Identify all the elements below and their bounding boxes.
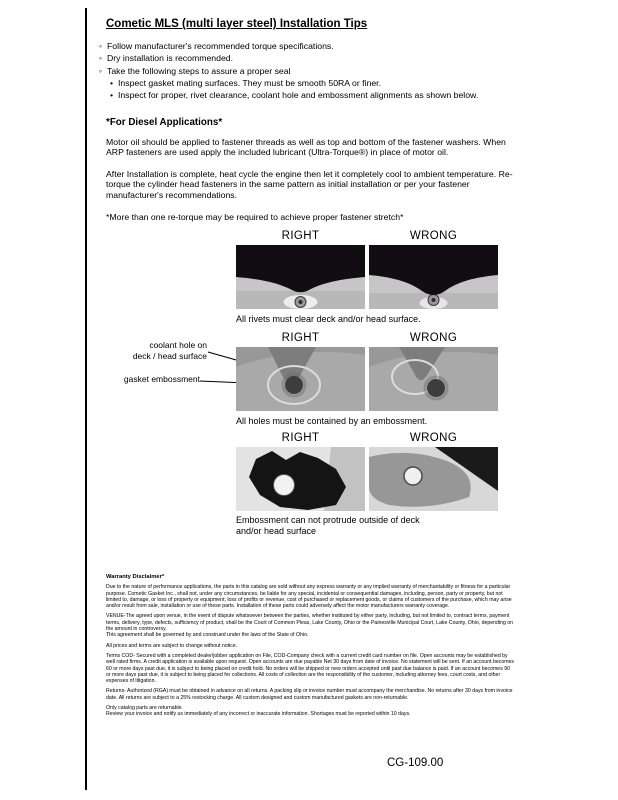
coolant-hole-callout-line1: coolant hole on [149,340,207,350]
protrude-right-photo [236,447,365,511]
warranty-disclaimer-section [106,574,516,722]
retorque-note: *More than one re-torque may be required to achieve proper fastener stretch* [106,211,404,222]
disclaimer-paragraph: Review your invoice and notify us immediately of any incorrect or inaccurate information. Shortages must be reported within 10 days. [106,711,411,718]
wrong-label: WRONG [409,230,458,242]
page-title: Cometic MLS (multi layer steel) Installation Tips [106,18,368,30]
bullet-open-icon: ◦ [99,41,103,51]
disclaimer-paragraph: Due to the nature of performance applications, the parts in this catalog are sold without any express warranty or any implied warranty of merchantability or fitness for a particular purpose. Cometic Gasket Inc., shall not, under any circumstances, be liable for any special, incidental or consequential damages, including, person, party or property, but not limited to, damage, or loss of property or equipment, loss of profits or revenue, cost of purchased or replacement goods, or claims of customers of the purchase, which may arise and/or result from sale, installation or use of these parts. Installation of these parts could adversely affect the motor manufacturers warranty coverage. [106,584,512,610]
wrong-label: WRONG [409,432,458,444]
diesel-heading: *For Diesel Applications* [106,117,223,128]
tip-text: Inspect for proper, rivet clearance, coolant hole and embossment alignments as shown below. [118,90,479,101]
rivet-right-photo [236,245,365,309]
embossment-right-image [236,347,365,411]
protrude-right-image [236,447,365,511]
tip-text: Dry installation is recommended. [107,53,234,64]
list-item [99,65,539,77]
disclaimer-paragraph: Only catalog parts are returnable. [106,705,183,712]
rivet-right-image [236,245,365,309]
disclaimer-paragraph: Terms COD- Secured with a completed dealer/jobber application on File, COD-Company check with a current credit card number on file. Open accounts may be established by well rated firms. A credit application is available upon request. Open accounts are due payable Net 30 days from date of invoice. No statement will be sent. If an account becomes 60 or more days past due, it is subject to being placed on credit hold. No orders will be shipped or new orders accepted until past due balance is paid. If an account becomes 90 or more days past due, it is subject to being placed for collections. All costs of collection are the responsibility of the customer, including attorney fees, court costs, and other expenses of litigation. [106,652,515,685]
disclaimer-paragraph: All prices and terms are subject to change without notice. [106,642,238,649]
list-item [99,89,539,101]
protrude-wrong-image [369,447,498,511]
rivet-wrong-photo [369,245,498,309]
coolant-hole-callout-line2: deck / head surface [132,351,207,361]
embossment-wrong-image [369,347,498,411]
diesel-applications-section [106,118,520,233]
disclaimer-paragraph: VENUE-The agreed upon venue, in the event of dispute whatsoever between the parties, whether instituted by either party, including, but not limited to, contract terms, payment terms, delivery, type, defects, sufficiency of product, shall be the Court of Common Pleas, Lake County, Ohio or the Painesville Municipal Court, Lake County, Ohio, depending on the amount in controversy. [106,613,514,633]
right-label: RIGHT [281,432,320,444]
bullet-filled-icon: • [110,77,114,88]
disclaimer-heading: Warranty Disclaimer* [106,574,165,580]
list-item [99,52,539,64]
wrong-label: WRONG [409,332,458,344]
diesel-paragraph: After Installation is complete, heat cycle the engine then let it completely cool to ambient temperature. Re-torque the cylinder head fasteners in the same pattern as initial installation or per your fastener manufacturer's recommendations. [106,168,513,200]
tip-text: Take the following steps to assure a proper seal [107,65,291,76]
containment-caption: All holes must be contained by an embossment. [236,416,428,426]
protrude-wrong-photo [369,447,498,511]
embossment-wrong-photo [369,347,498,411]
rivet-caption: All rivets must clear deck and/or head surface. [236,314,421,324]
gasket-embossment-callout: gasket embossment [123,374,200,384]
bullet-open-icon: ◦ [99,53,103,64]
disclaimer-paragraph: Returns- Authorized (RGA) must be obtained in advance on all returns. A packing slip or invoice number must accompany the merchandise. No returns after 30 days from invoice date. All returns are subject to a 25% restocking charge. All custom designed and custom manufactured gaskets are non-returnable. [106,688,513,701]
tip-text: Inspect gasket mating surfaces. They must be smooth 50RA or finer. [118,77,382,88]
tips-list [99,40,539,101]
left-border-rule [85,8,87,790]
coolant-hole-callout [105,340,207,362]
bullet-open-icon: ◦ [99,65,103,76]
diesel-paragraph: Motor oil should be applied to fastener threads as well as top and bottom of the fastener washers. When ARP fasteners are used apply the included lubricant (Ultra-Torque®) in place of motor oil. [106,136,506,158]
bullet-filled-icon: • [110,90,114,101]
list-item [99,40,539,52]
protrusion-caption-line2: and/or head surface [236,526,317,536]
right-label: RIGHT [281,230,320,242]
tip-text: Follow manufacturer's recommended torque specifications. [107,41,334,51]
rivet-wrong-image [369,245,498,309]
embossment-right-photo [236,347,365,411]
protrusion-caption [236,515,420,537]
protrusion-caption-line1: Embossment can not protrude outside of deck [236,515,420,525]
list-item [99,77,539,89]
right-label: RIGHT [281,332,320,344]
disclaimer-paragraph: This agreement shall be governed by and construed under the laws of the State of Ohio. [106,632,309,639]
page-code: CG-109.00 [387,757,444,769]
